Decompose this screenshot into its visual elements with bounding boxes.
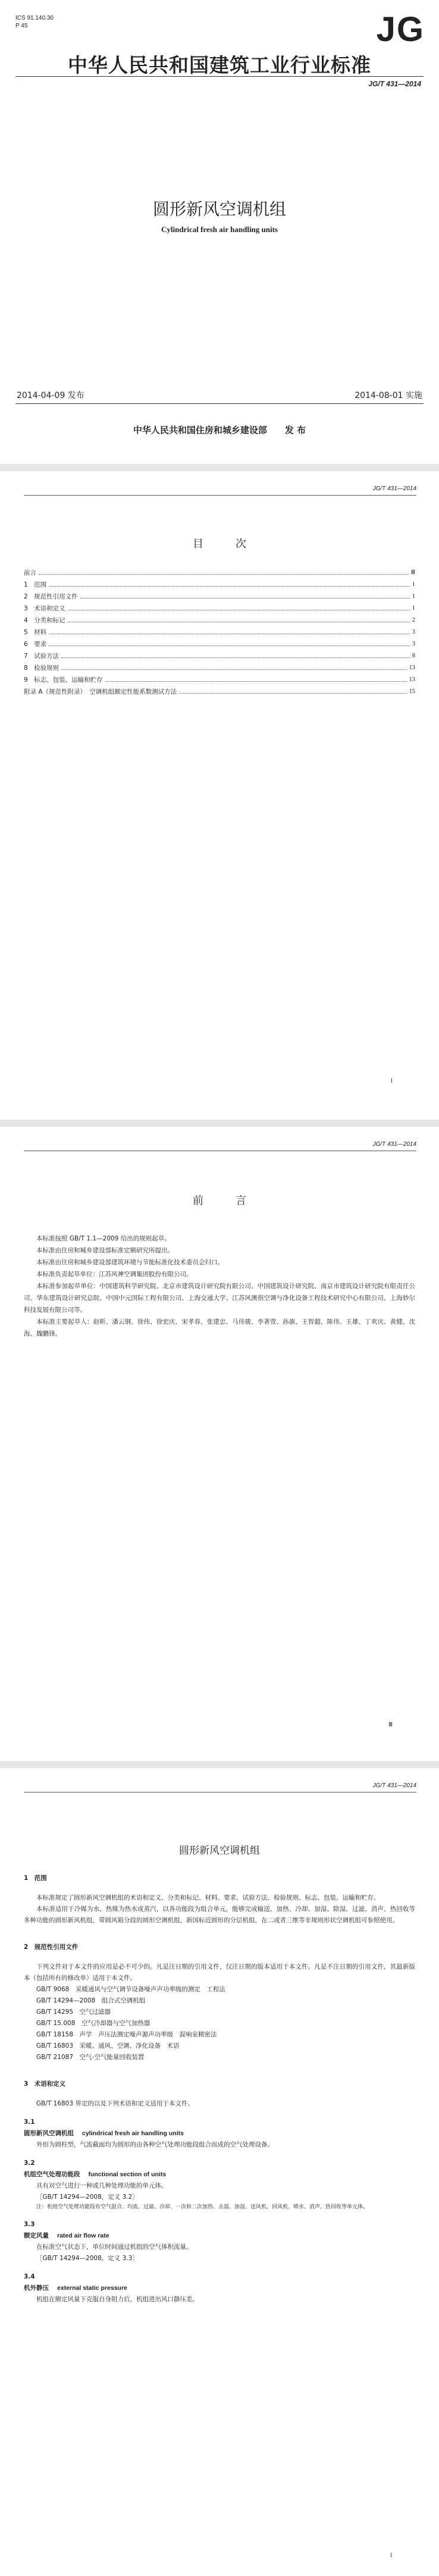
page-number: 1: [390, 2552, 393, 2559]
toc-item[interactable]: 5 材料 3: [24, 629, 415, 636]
foreword-title: 前 言: [193, 1195, 257, 1207]
cover-top-rule: [15, 76, 424, 77]
jg-logo: JG: [376, 10, 425, 49]
foreword-paragraph: 本标准由住房和城乡建设部标准定额研究所提出。: [36, 1247, 174, 1254]
toc-item[interactable]: 6 要求 3: [24, 641, 415, 648]
term-cn: 机外静压: [24, 2284, 49, 2292]
classification-codes: [15, 14, 54, 30]
foreword-paragraph: 本标准负责起草单位：江苏风神空调集团股份有限公司。: [36, 1271, 193, 1278]
toc-item[interactable]: 8 检验规则 13: [24, 665, 415, 672]
term-definition: 机组在额定风量下克服自身阻力后，机组进出风口静压差。: [36, 2296, 199, 2303]
reference-item: GB/T 21087 空气-空气能量回收装置: [36, 2054, 145, 2061]
paragraph: 本标准规定了圆形新风空调机组的术语和定义、分类和标记、材料、要求、试验方法、检验规则、标志、包装、运输和贮存。: [36, 1894, 380, 1901]
running-header: JG/T 431—2014: [372, 485, 416, 492]
term-note: 注：机组空气处理功能段有空气混合、均流、过滤、冷却、一次和二次加热、去湿、加湿、送风机、回风机、喷水、消声、热回收等单元体。: [36, 2204, 369, 2210]
publish-date: 2014-04-09 发布: [17, 391, 84, 400]
toc-item[interactable]: 1 范围 1: [24, 581, 415, 588]
term-en: functional section of units: [88, 2171, 167, 2178]
term-definition: 在标准空气状态下，单位时间通过机组的空气体积流量。: [36, 2243, 193, 2251]
term-source: ［GB/T 14294—2008，定义 3.2］: [36, 2193, 139, 2201]
term-number: 3.1: [24, 2119, 35, 2126]
term-cn: 圆形新风空调机组: [24, 2130, 74, 2137]
foreword-paragraph: 本标准参加起草单位：中国建筑科学研究院、北京市建筑设计研究院有限公司、中国建筑设计研究院、南京市建筑设计研究院有限责任公司、华东建筑设计研究总院、中国中元国际工程有限公司、上海交通大学、江苏风澳指空调与净化设备工程技术研究中心有限公司、上海妙尔科技发展有限公司等。: [24, 1283, 415, 1314]
running-header: JG/T 431—2014: [372, 1141, 416, 1148]
term-en: rated air flow rate: [57, 2232, 109, 2239]
section-heading: 2 规范性引用文件: [24, 1944, 79, 1951]
term-en: external static pressure: [57, 2284, 127, 2292]
term-heading: [24, 2128, 415, 2139]
term-heading: [24, 2283, 415, 2294]
industry-standard-title: 中华人民共和国建筑工业行业标准: [68, 54, 371, 77]
reference-item: GB/T 14295 空气过滤器: [36, 2008, 111, 2016]
toc-item[interactable]: 前言 Ⅲ: [24, 569, 415, 576]
ics-code: ICS 91.140.30: [15, 15, 54, 21]
paragraph: 下列文件对于本文件的应用是必不可少的。凡是注日期的引用文件，仅注日期的版本适用于本文件。凡是不注日期的引用文件，其最新版本（包括所有的修改单）适用于本文件。: [24, 1963, 415, 1982]
term-number: 3.4: [24, 2273, 35, 2280]
reference-item: GB/T 16803 采暖、通风、空调、净化设备 术语: [36, 2042, 180, 2049]
section-heading: 1 范围: [24, 1875, 47, 1882]
term-definition: 外形为圆柱型，气流截面均为圆形的由各种空气处理功能段组合而成的空气处理设备。: [36, 2141, 274, 2148]
page-number: Ⅰ: [391, 1078, 393, 1085]
issuing-authority: 中华人民共和国住房和城乡建设部 发 布: [133, 425, 306, 435]
toc-item[interactable]: 4 分类和标记 2: [24, 617, 415, 624]
toc-item[interactable]: 2 规范性引用文件 1: [24, 593, 415, 600]
section-heading: 3 术语和定义: [24, 2080, 66, 2088]
page-number: Ⅲ: [388, 1722, 393, 1728]
toc-item[interactable]: 7 试验方法 8: [24, 653, 415, 660]
standard-title-cn: 圆形新风空调机组: [152, 199, 286, 219]
reference-item: GB/T 9068 采暖通风与空气调节设备噪声声功率级的测定 工程法: [36, 1986, 225, 1993]
running-header: JG/T 431—2014: [372, 1782, 416, 1789]
term-en: cylindrical fresh air handling units: [82, 2130, 184, 2137]
standard-title-en: Cylindrical fresh air handling units: [161, 225, 278, 234]
toc-page: [0, 471, 439, 1120]
ccs-code: P 45: [15, 23, 28, 29]
term-number: 3.3: [24, 2221, 35, 2228]
paragraph: GB/T 16803 界定的以及下列术语和定义适用于本文件。: [36, 2100, 194, 2107]
reference-item: GB/T 14294—2008 组合式空调机组: [36, 1997, 146, 2004]
toc-list: [24, 565, 415, 696]
foreword-body: [24, 1233, 415, 1340]
implement-date: 2014-08-01 实施: [355, 391, 422, 400]
standard-number: JG/T 431—2014: [368, 80, 421, 88]
term-definition: 具有对空气进行一种或几种处理功能的单元体。: [36, 2182, 168, 2189]
term-heading: [24, 2230, 415, 2242]
cover-bottom-rule: [15, 403, 424, 404]
toc-item[interactable]: 3 术语和定义 1: [24, 605, 415, 612]
body-page: [0, 1768, 439, 2576]
foreword-paragraph: 本标准按照 GB/T 1.1—2009 给出的规则起草。: [36, 1235, 171, 1242]
foreword-page: [0, 1127, 439, 1761]
body-title: 圆形新风空调机组: [179, 1845, 260, 1857]
reference-item: GB/T 15.008 空气冷却器与空气加热器: [36, 2020, 150, 2027]
reference-item: GB/T 18158 声学 声压法测定噪声源声功率级 混响室精密法: [36, 2031, 217, 2038]
toc-item[interactable]: 附录 A（规范性附录） 空调机组额定性能系数测试方法 15: [24, 688, 415, 695]
cover-page: [0, 0, 439, 464]
term-source: ［GB/T 14294—2008，定义 3.3］: [36, 2255, 139, 2262]
term-number: 3.2: [24, 2160, 35, 2167]
foreword-paragraph: 本标准主要起草人：赵昕、潘云钢、徐伟、徐宏庆、宋孝春、张建忠、马伟骏、李著萱、孙旗、王智超、陈伟、王雄、丁欢庆、黄健、沈海、魏鹏锋。: [24, 1318, 415, 1337]
body-content: [24, 1873, 415, 2305]
header-rule: [24, 495, 416, 496]
term-heading: [24, 2169, 415, 2180]
toc-title: 目 次: [193, 538, 257, 550]
term-cn: 额定风量: [24, 2232, 49, 2239]
paragraph: 本标准适用于冷媒为水、热媒为热水或蒸汽，以各功能段为组合单元，能够完成输送、加热、冷却、加湿、除湿、过滤、消声、热回收等多种功能的圆形新风机组，带圆风箱分段的圆形空调机组，新国标近圆形的分层机组，在二或者三维等非规则形状空调机组可参照使用。: [24, 1906, 415, 1924]
foreword-paragraph: 本标准由住房和城乡建设部建筑环境与节能标准化技术委员会归口。: [36, 1259, 224, 1266]
term-cn: 机组空气处理功能段: [24, 2171, 80, 2178]
toc-item[interactable]: 9 标志、包装、运输和贮存 13: [24, 676, 415, 684]
